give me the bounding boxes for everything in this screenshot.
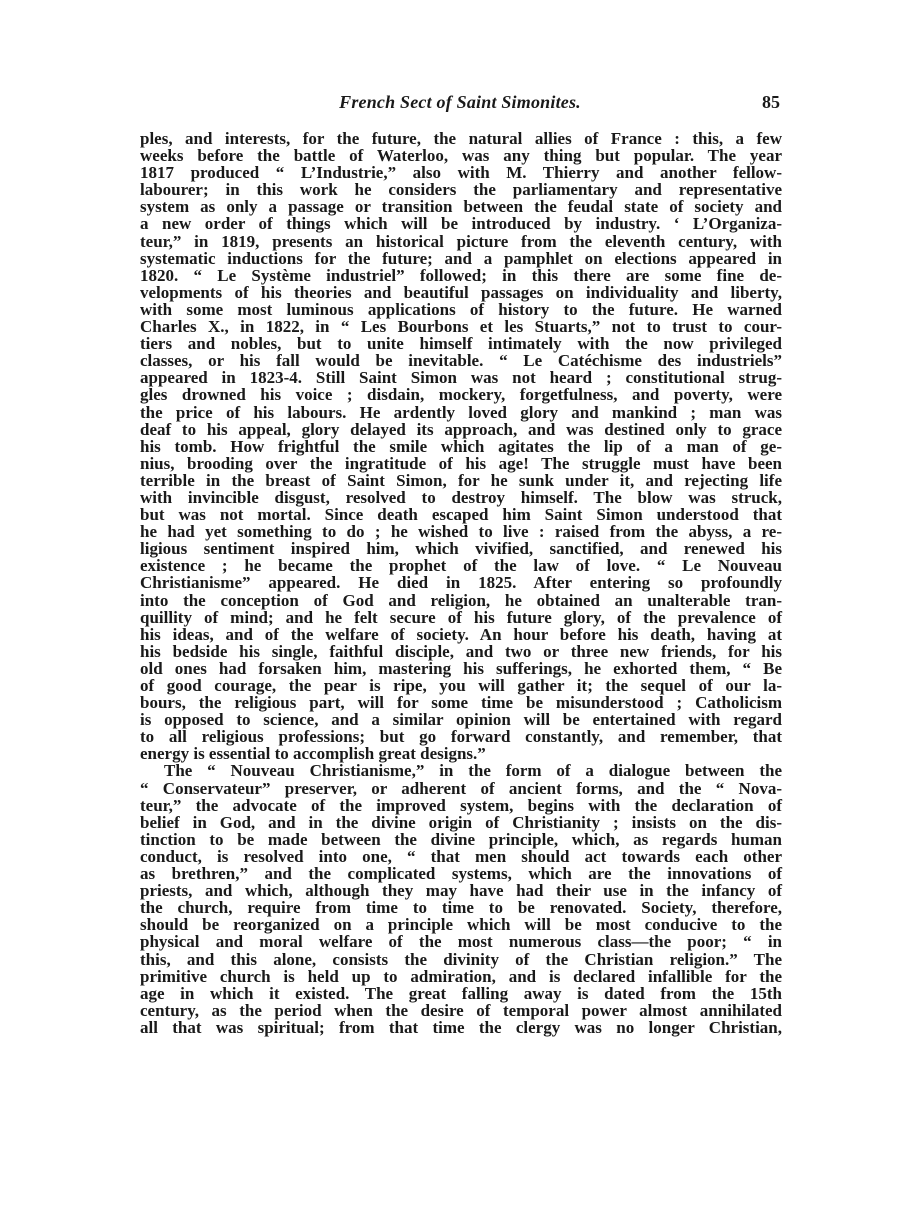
text-line: deaf to his appeal, glory delayed its approach, and was destined only to grace: [140, 419, 782, 439]
text-line: belief in God, and in the divine origin of Christianity ; insists on the dis-: [140, 812, 782, 832]
text-line: Charles X., in 1822, in “ Les Bourbons et les Stuarts,” not to trust to cour-: [140, 317, 782, 337]
text-line: to all religious professions; but go forward constantly, and remember, that: [140, 727, 782, 747]
text-line: 1817 produced “ L’Industrie,” also with M. Thierry and another fellow-: [140, 163, 782, 183]
text-line: quillity of mind; and he felt secure of his future glory, of the prevalence of: [140, 607, 782, 627]
text-line: old ones had forsaken him, mastering his sufferings, he exhorted them, “ Be: [140, 658, 782, 678]
text-line: 1820. “ Le Système industriel” followed; in this there are some fine de-: [140, 265, 782, 285]
text-line: priests, and which, although they may have had their use in the infancy of: [140, 881, 782, 901]
text-line: primitive church is held up to admiration, and is declared infallible for the: [140, 966, 782, 986]
page-number: 85: [762, 92, 780, 112]
text-line: terrible in the breast of Saint Simon, for he sunk under it, and rejecting life: [140, 470, 782, 490]
text-line: a new order of things which will be introduced by industry. ‘ L’Organiza-: [140, 214, 782, 234]
text-line: systematic inductions for the future; and a pamphlet on elections appeared in: [140, 248, 782, 268]
text-line: his ideas, and of the welfare of society. An hour before his death, having at: [140, 624, 782, 644]
text-line: of good courage, the pear is ripe, you will gather it; the sequel of our la-: [140, 676, 782, 695]
running-head: [140, 92, 780, 120]
text-line: classes, or his fall would be inevitable. “ Le Catéchisme des industriels”: [140, 351, 782, 371]
text-line: should be reorganized on a principle which will be most conducive to the: [140, 915, 782, 935]
text-line: system as only a passage or transition between the feudal state of society and: [140, 197, 782, 217]
paragraph-start-line: The “ Nouveau Christianisme,” in the form of a dialogue between the: [164, 761, 782, 781]
text-line: but was not mortal. Since death escaped him Saint Simon understood that: [140, 505, 782, 525]
text-line: appeared in 1823-4. Still Saint Simon was not heard ; constitutional strug-: [140, 368, 782, 388]
text-line: his tomb. How frightful the smile which agitates the lip of a man of ge-: [140, 436, 782, 456]
text-line: this, and this alone, consists the divinity of the Christian religion.” The: [140, 949, 782, 969]
text-line: physical and moral welfare of the most numerous class—the poor; “ in: [140, 932, 782, 952]
text-line: with some most luminous applications of history to the future. He warned: [140, 299, 782, 319]
text-line: teur,” the advocate of the improved system, begins with the declaration of: [140, 795, 782, 815]
text-line: existence ; he became the prophet of the law of love. “ Le Nouveau: [140, 556, 782, 576]
text-line: ples, and interests, for the future, the natural allies of France : this, a few: [140, 129, 782, 148]
text-line: conduct, is resolved into one, “ that men should act towards each other: [140, 846, 782, 866]
text-line: bours, the religious part, will for some time be misunderstood ; Catholicism: [140, 693, 782, 713]
text-line: weeks before the battle of Waterloo, was any thing but popular. The year: [140, 146, 782, 166]
text-line: is opposed to science, and a similar opinion will be entertained with regard: [140, 710, 782, 730]
body-text: [140, 130, 782, 1036]
text-line: age in which it existed. The great falling away is dated from the 15th: [140, 983, 782, 1003]
text-line: tiers and nobles, but to unite himself intimately with the now privileged: [140, 334, 782, 354]
text-line: the church, require from time to time to be renovated. Society, therefore,: [140, 898, 782, 918]
text-line: gles drowned his voice ; disdain, mockery, forgetfulness, and poverty, were: [140, 385, 782, 405]
text-line: into the conception of God and religion, he obtained an unalterable tran-: [140, 590, 782, 610]
text-line: labourer; in this work he considers the parliamentary and representative: [140, 180, 782, 200]
text-line: Christianisme” appeared. He died in 1825. After entering so profoundly: [140, 573, 782, 593]
text-line: his bedside his single, faithful disciple, and two or three new friends, for his: [140, 641, 782, 661]
text-line: ligious sentiment inspired him, which vivified, sanctified, and renewed his: [140, 539, 782, 559]
paragraph-end-line: energy is essential to accomplish great designs.”: [140, 744, 486, 764]
text-line: teur,” in 1819, presents an historical picture from the eleventh century, with: [140, 231, 782, 251]
text-line: the price of his labours. He ardently loved glory and mankind ; man was: [140, 402, 782, 422]
text-line: all that was spiritual; from that time the clergy was no longer Christian,: [140, 1017, 782, 1037]
text-line: velopments of his theories and beautiful passages on individuality and liberty,: [140, 282, 782, 302]
text-line: as brethren,” and the complicated systems, which are the innovations of: [140, 864, 782, 884]
text-line: century, as the period when the desire of temporal power almost annihilated: [140, 1000, 782, 1020]
text-line: he had yet something to do ; he wished to live : raised from the abyss, a re-: [140, 522, 782, 542]
text-line: nius, brooding over the ingratitude of his age! The struggle must have been: [140, 453, 782, 473]
text-line: “ Conservateur” preserver, or adherent of ancient forms, and the “ Nova-: [140, 778, 782, 798]
running-title: French Sect of Saint Simonites.: [339, 92, 581, 112]
text-line: with invincible disgust, resolved to destroy himself. The blow was struck,: [140, 487, 782, 507]
text-line: tinction to be made between the divine principle, which, as regards human: [140, 829, 782, 849]
